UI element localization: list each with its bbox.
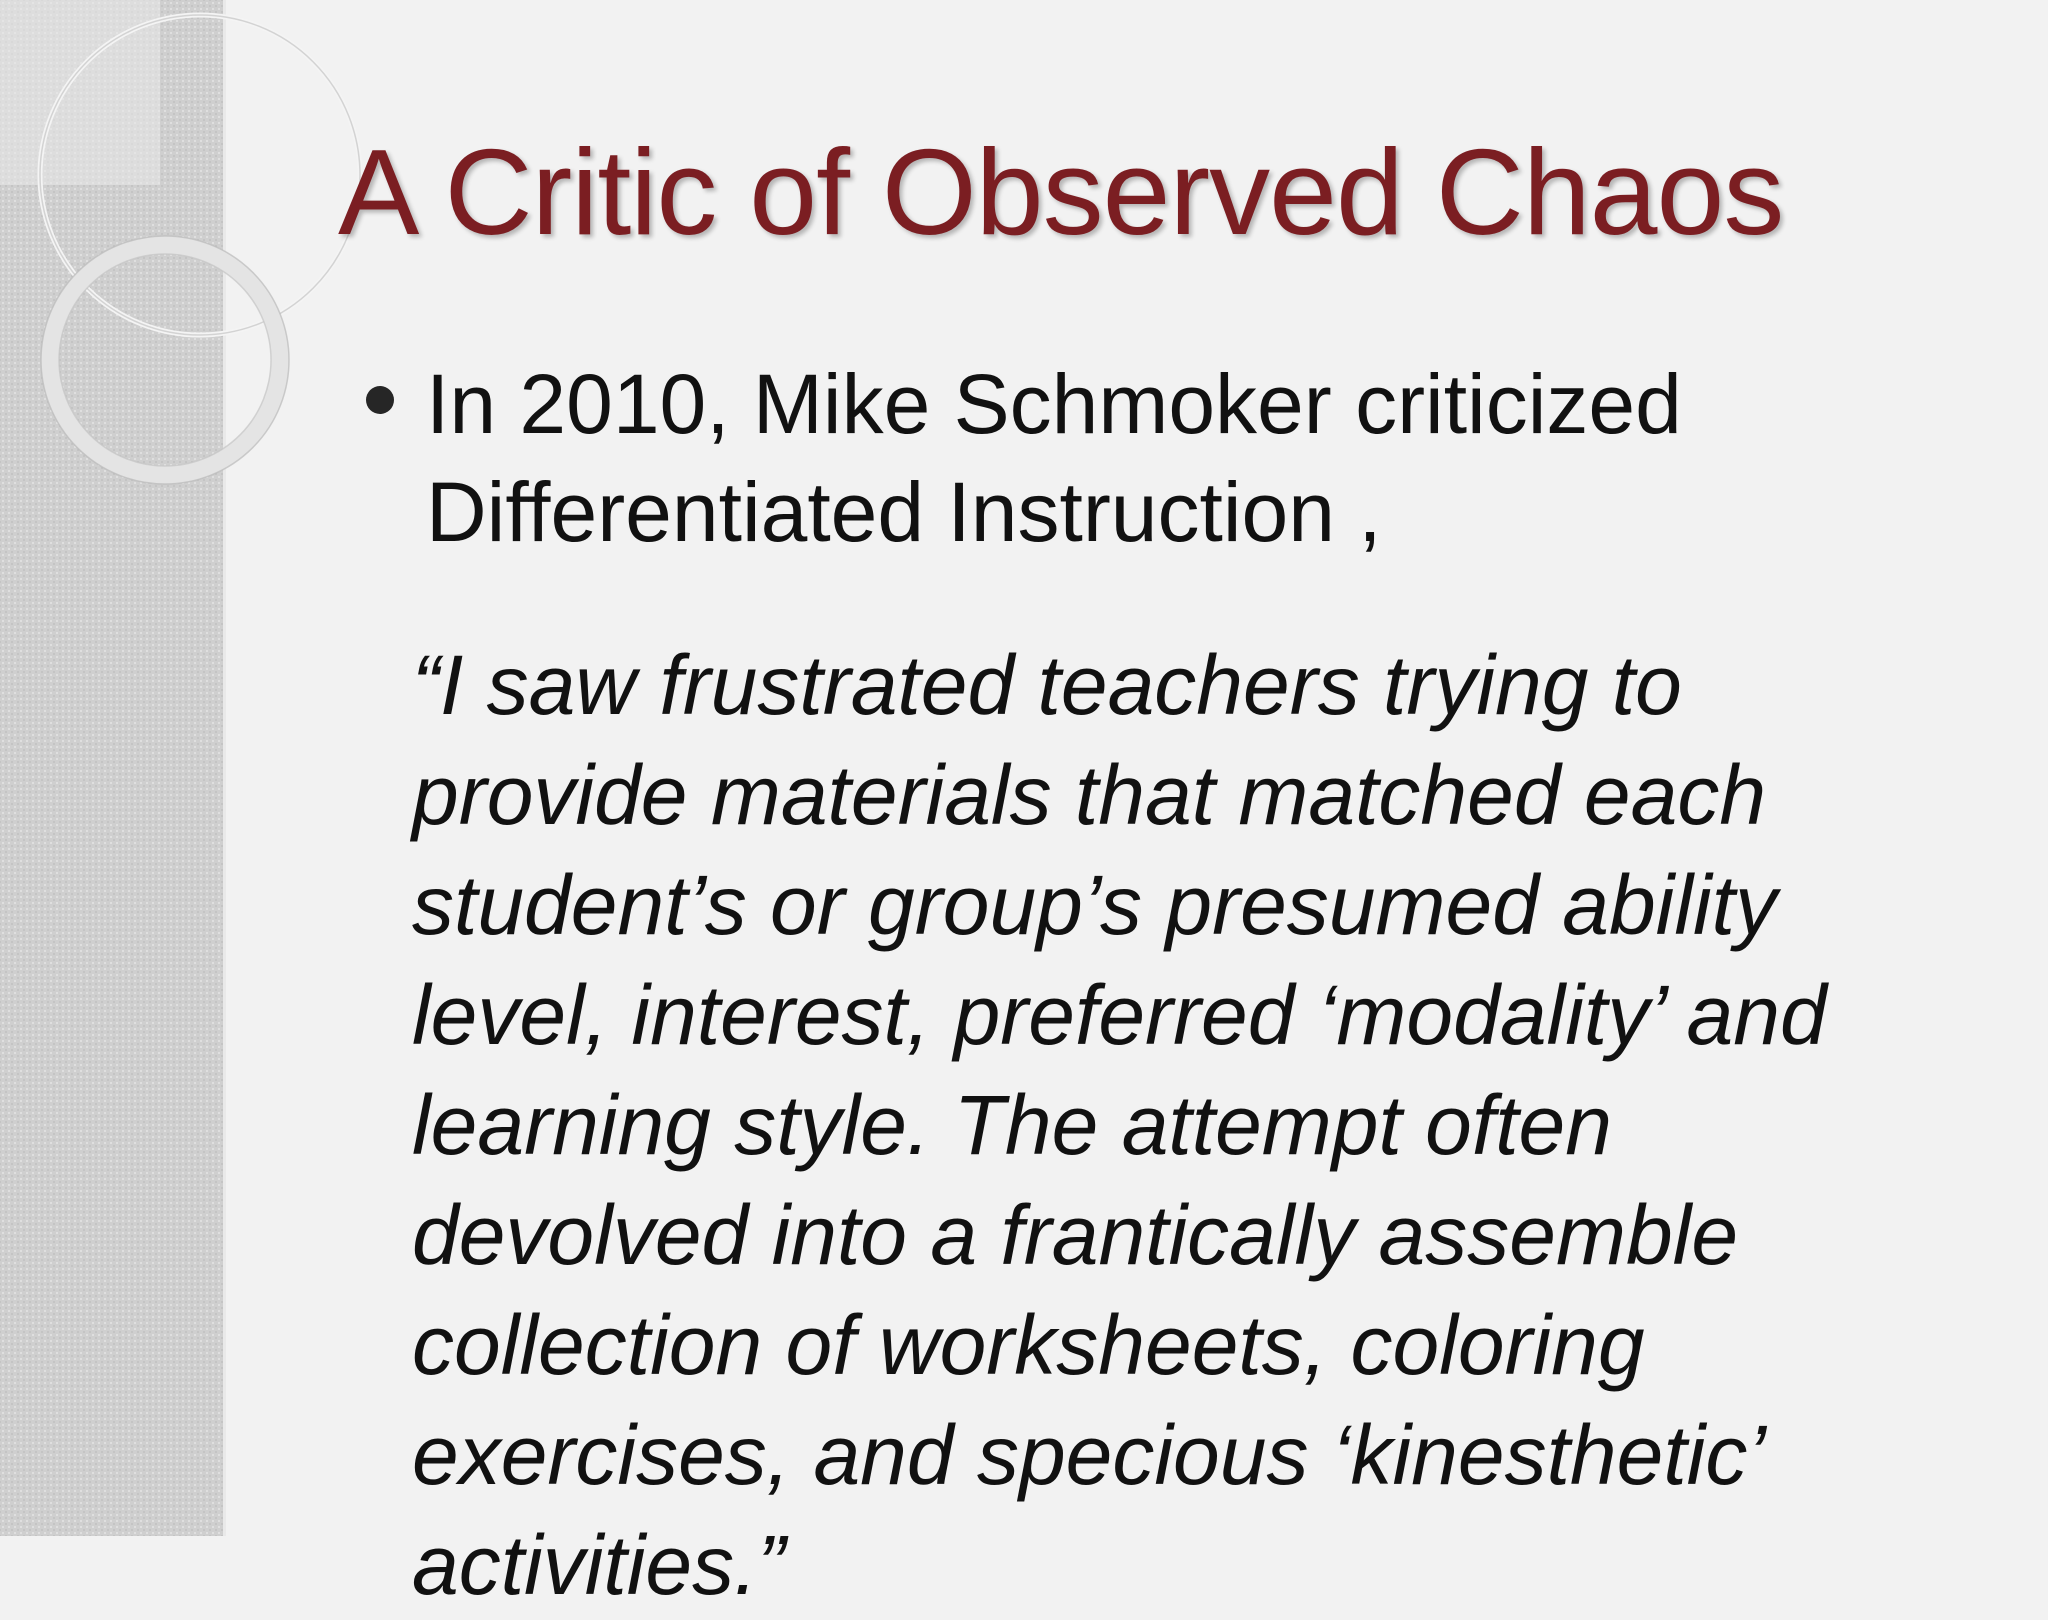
quote-line: provide materials that matched each — [412, 748, 1767, 842]
bullet-dot-icon — [366, 386, 394, 414]
quote-line: student’s or group’s presumed ability — [412, 858, 1777, 952]
quote-block — [412, 630, 2022, 1620]
decorative-rings-graphic — [0, 0, 260, 520]
quote-line: “I saw frustrated teachers trying to — [412, 638, 1682, 732]
quote-line: exercises, and specious ‘kinesthetic’ — [412, 1408, 1767, 1502]
quote-line: learning style. The attempt often — [412, 1078, 1612, 1172]
slide-title: A Critic of Observed Chaos — [338, 124, 1784, 260]
quote-line: collection of worksheets, coloring — [412, 1298, 1645, 1392]
quote-line: activities.” — [412, 1518, 786, 1612]
quote-line: devolved into a frantically assemble — [412, 1188, 1739, 1282]
quote-line: level, interest, preferred ‘modality’ and — [412, 968, 1827, 1062]
bullet-text: In 2010, Mike Schmoker criticized Differentiated Instruction , — [426, 357, 1682, 559]
